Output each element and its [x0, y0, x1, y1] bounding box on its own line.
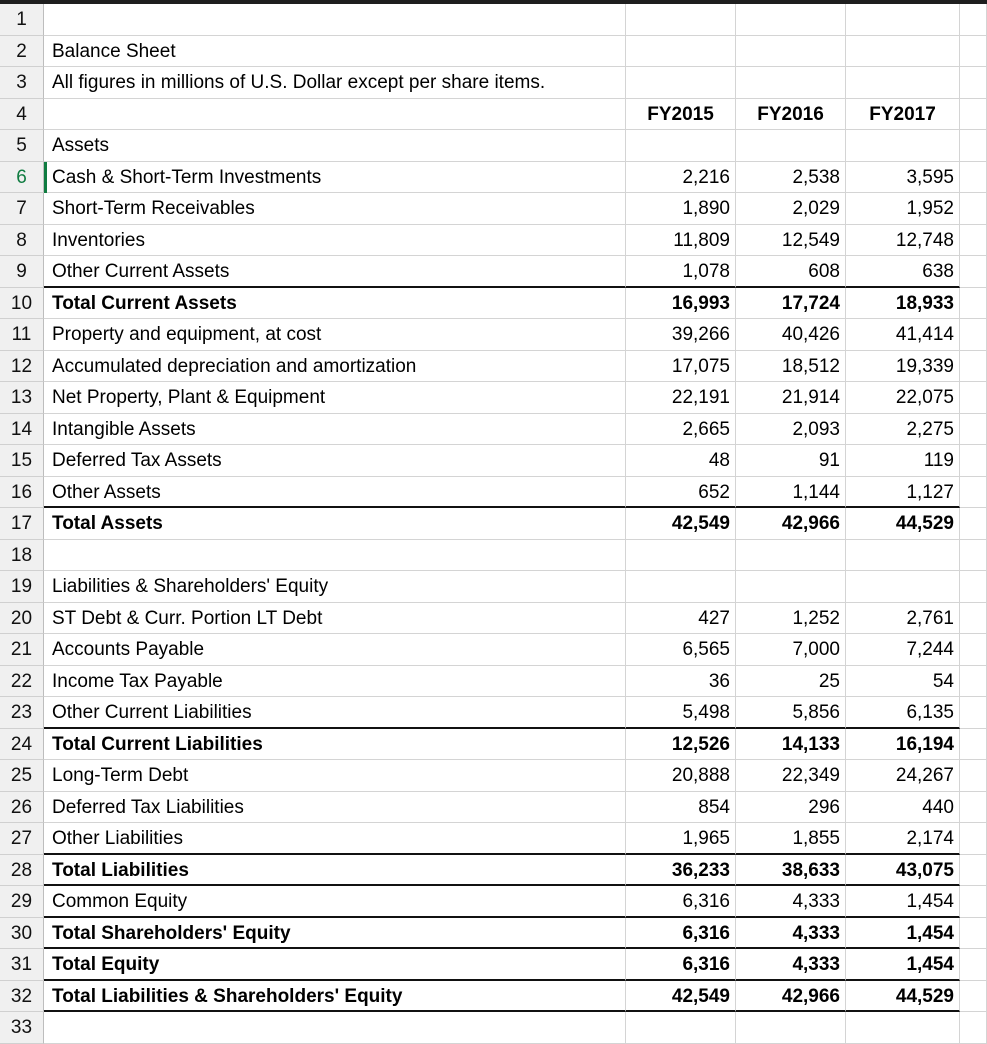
cell-empty[interactable]	[960, 886, 987, 918]
cell-label[interactable]: Long-Term Debt	[44, 760, 626, 792]
cell-value-fy2016[interactable]: 2,093	[736, 414, 846, 446]
table-row	[0, 886, 987, 918]
table-row	[0, 414, 987, 446]
cell-value-fy2017[interactable]: 2,761	[846, 603, 960, 635]
row-number[interactable]: 23	[0, 697, 44, 729]
table-row	[0, 319, 987, 351]
cell-empty[interactable]	[960, 225, 987, 257]
cell-value-fy2015[interactable]	[626, 571, 736, 603]
row-number[interactable]: 30	[0, 918, 44, 950]
cell-value-fy2017[interactable]: 44,529	[846, 981, 960, 1013]
cell-value-fy2017[interactable]	[846, 571, 960, 603]
cell-label[interactable]: ST Debt & Curr. Portion LT Debt	[44, 603, 626, 635]
cell-label[interactable]: Total Shareholders' Equity	[44, 918, 626, 950]
cell-value-fy2016[interactable]: 38,633	[736, 855, 846, 887]
cell-value-fy2016[interactable]: 4,333	[736, 918, 846, 950]
cell-value-fy2016[interactable]: 40,426	[736, 319, 846, 351]
cell-value-fy2017[interactable]: 12,748	[846, 225, 960, 257]
cell-label[interactable]: Intangible Assets	[44, 414, 626, 446]
cell-value-fy2017[interactable]: 44,529	[846, 508, 960, 540]
cell-empty[interactable]	[960, 162, 987, 194]
cell-value-fy2016[interactable]	[736, 4, 846, 36]
cell-label[interactable]: Other Current Liabilities	[44, 697, 626, 729]
cell-value-fy2017[interactable]: 1,952	[846, 193, 960, 225]
cell-empty[interactable]	[960, 855, 987, 887]
row-number[interactable]: 7	[0, 193, 44, 225]
cell-empty[interactable]	[960, 571, 987, 603]
cell-label[interactable]: Total Assets	[44, 508, 626, 540]
cell-value-fy2015[interactable]: 427	[626, 603, 736, 635]
cell-value-fy2015[interactable]: 2,216	[626, 162, 736, 194]
cell-value-fy2016[interactable]: 18,512	[736, 351, 846, 383]
cell-empty[interactable]	[960, 477, 987, 509]
cell-label[interactable]: Deferred Tax Assets	[44, 445, 626, 477]
cell-value-fy2015[interactable]: 6,316	[626, 918, 736, 950]
cell-empty[interactable]	[960, 36, 987, 68]
cell-value-fy2015[interactable]: 16,993	[626, 288, 736, 320]
table-row	[0, 823, 987, 855]
cell-value-fy2016[interactable]: 42,966	[736, 981, 846, 1013]
row-number[interactable]: 31	[0, 949, 44, 981]
cell-value-fy2016[interactable]: 4,333	[736, 949, 846, 981]
cell-value-fy2017[interactable]	[846, 4, 960, 36]
row-number[interactable]: 12	[0, 351, 44, 383]
cell-value-fy2015[interactable]: 1,965	[626, 823, 736, 855]
table-row	[0, 36, 987, 68]
row-number[interactable]: 11	[0, 319, 44, 351]
cell-label[interactable]: Liabilities & Shareholders' Equity	[44, 571, 626, 603]
cell-value-fy2016[interactable]	[736, 36, 846, 68]
cell-label[interactable]: Total Current Assets	[44, 288, 626, 320]
cell-empty[interactable]	[960, 1012, 987, 1044]
cell-value-fy2016[interactable]: 22,349	[736, 760, 846, 792]
row-number[interactable]: 32	[0, 981, 44, 1013]
cell-value-fy2015[interactable]: 1,890	[626, 193, 736, 225]
cell-empty[interactable]	[960, 256, 987, 288]
cell-label[interactable]: Other Liabilities	[44, 823, 626, 855]
cell-label[interactable]: Total Liabilities & Shareholders' Equity	[44, 981, 626, 1013]
cell-label[interactable]: Short-Term Receivables	[44, 193, 626, 225]
cell-value-fy2016[interactable]: 14,133	[736, 729, 846, 761]
cell-value-fy2016[interactable]	[736, 571, 846, 603]
cell-value-fy2015[interactable]: 2,665	[626, 414, 736, 446]
cell-value-fy2016[interactable]	[736, 1012, 846, 1044]
cell-value-fy2017[interactable]	[846, 1012, 960, 1044]
row-number[interactable]: 26	[0, 792, 44, 824]
row-number[interactable]: 1	[0, 4, 44, 36]
cell-value-fy2016[interactable]: 91	[736, 445, 846, 477]
cell-label[interactable]: Total Equity	[44, 949, 626, 981]
row-number[interactable]: 17	[0, 508, 44, 540]
cell-value-fy2015[interactable]: 22,191	[626, 382, 736, 414]
table-row	[0, 949, 987, 981]
cell-value-fy2017[interactable]	[846, 540, 960, 572]
cell-value-fy2015[interactable]: 5,498	[626, 697, 736, 729]
cell-empty[interactable]	[960, 99, 987, 131]
cell-value-fy2017[interactable]: 24,267	[846, 760, 960, 792]
cell-value-fy2017[interactable]	[846, 130, 960, 162]
cell-empty[interactable]	[960, 414, 987, 446]
cell-label[interactable]: Net Property, Plant & Equipment	[44, 382, 626, 414]
cell-value-fy2015[interactable]	[626, 540, 736, 572]
table-row	[0, 540, 987, 572]
cell-value-fy2016[interactable]: 1,144	[736, 477, 846, 509]
cell-empty[interactable]	[960, 634, 987, 666]
cell-value-fy2016[interactable]: 2,029	[736, 193, 846, 225]
cell-value-fy2015[interactable]: 42,549	[626, 981, 736, 1013]
table-row	[0, 256, 987, 288]
cell-label[interactable]: Income Tax Payable	[44, 666, 626, 698]
cell-value-fy2015[interactable]: 48	[626, 445, 736, 477]
row-number[interactable]: 9	[0, 256, 44, 288]
cell-label[interactable]: Property and equipment, at cost	[44, 319, 626, 351]
cell-value-fy2017[interactable]: 119	[846, 445, 960, 477]
cell-value-fy2017[interactable]: 19,339	[846, 351, 960, 383]
cell-label[interactable]	[44, 540, 626, 572]
cell-value-fy2015[interactable]: 6,316	[626, 949, 736, 981]
cell-empty[interactable]	[960, 67, 987, 99]
row-number[interactable]: 21	[0, 634, 44, 666]
cell-label[interactable]: Total Liabilities	[44, 855, 626, 887]
cell-value-fy2017[interactable]: 1,454	[846, 918, 960, 950]
cell-value-fy2017[interactable]: 2,174	[846, 823, 960, 855]
cell-value-fy2016[interactable]: 1,855	[736, 823, 846, 855]
cell-empty[interactable]	[960, 445, 987, 477]
cell-value-fy2016[interactable]: 1,252	[736, 603, 846, 635]
cell-value-fy2017[interactable]	[846, 67, 960, 99]
cell-value-fy2015[interactable]: 42,549	[626, 508, 736, 540]
cell-value-fy2015[interactable]: 17,075	[626, 351, 736, 383]
row-number[interactable]: 24	[0, 729, 44, 761]
cell-value-fy2015[interactable]	[626, 36, 736, 68]
cell-empty[interactable]	[960, 540, 987, 572]
table-row	[0, 792, 987, 824]
cell-empty[interactable]	[960, 193, 987, 225]
table-row	[0, 729, 987, 761]
table-row	[0, 918, 987, 950]
row-number[interactable]: 33	[0, 1012, 44, 1044]
cell-value-fy2017[interactable]: 41,414	[846, 319, 960, 351]
table-row	[0, 130, 987, 162]
cell-value-fy2016[interactable]: 21,914	[736, 382, 846, 414]
cell-value-fy2015[interactable]: 20,888	[626, 760, 736, 792]
cell-label[interactable]	[44, 4, 626, 36]
table-row	[0, 4, 987, 36]
cell-empty[interactable]	[960, 666, 987, 698]
row-number[interactable]: 5	[0, 130, 44, 162]
cell-label[interactable]	[44, 1012, 626, 1044]
cell-value-fy2017[interactable]: 2,275	[846, 414, 960, 446]
cell-value-fy2016[interactable]: 12,549	[736, 225, 846, 257]
row-number[interactable]: 16	[0, 477, 44, 509]
cell-empty[interactable]	[960, 792, 987, 824]
table-row	[0, 193, 987, 225]
row-number[interactable]: 27	[0, 823, 44, 855]
cell-value-fy2016[interactable]: 5,856	[736, 697, 846, 729]
row-number[interactable]: 19	[0, 571, 44, 603]
table-row	[0, 162, 987, 194]
cell-value-fy2016[interactable]: 296	[736, 792, 846, 824]
table-row	[0, 666, 987, 698]
cell-value-fy2015[interactable]	[626, 67, 736, 99]
table-row	[0, 351, 987, 383]
row-number[interactable]: 25	[0, 760, 44, 792]
cell-empty[interactable]	[960, 697, 987, 729]
cell-empty[interactable]	[960, 603, 987, 635]
cell-value-fy2016[interactable]	[736, 540, 846, 572]
table-row	[0, 508, 987, 540]
cell-value-fy2015[interactable]: 36,233	[626, 855, 736, 887]
cell-value-fy2016[interactable]: 608	[736, 256, 846, 288]
table-row	[0, 855, 987, 887]
cell-value-fy2016[interactable]	[736, 130, 846, 162]
row-number[interactable]: 20	[0, 603, 44, 635]
table-row	[0, 603, 987, 635]
table-row	[0, 1012, 987, 1044]
cell-value-fy2017[interactable]: 1,454	[846, 886, 960, 918]
table-row	[0, 67, 987, 99]
cell-empty[interactable]	[960, 918, 987, 950]
cell-value-fy2016[interactable]: 2,538	[736, 162, 846, 194]
cell-value-fy2015[interactable]: 854	[626, 792, 736, 824]
cell-empty[interactable]	[960, 4, 987, 36]
cell-empty[interactable]	[960, 351, 987, 383]
row-number[interactable]: 22	[0, 666, 44, 698]
cell-value-fy2016[interactable]: 42,966	[736, 508, 846, 540]
cell-label[interactable]: Total Current Liabilities	[44, 729, 626, 761]
cell-value-fy2015[interactable]	[626, 1012, 736, 1044]
cell-value-fy2017[interactable]: 1,127	[846, 477, 960, 509]
cell-label[interactable]: Deferred Tax Liabilities	[44, 792, 626, 824]
cell-empty[interactable]	[960, 288, 987, 320]
cell-value-fy2017[interactable]: 3,595	[846, 162, 960, 194]
cell-value-fy2015[interactable]: 1,078	[626, 256, 736, 288]
row-number[interactable]: 6	[0, 162, 44, 194]
cell-empty[interactable]	[960, 760, 987, 792]
cell-value-fy2017[interactable]: 22,075	[846, 382, 960, 414]
cell-label[interactable]: Balance Sheet	[44, 36, 626, 68]
cell-value-fy2017[interactable]: 6,135	[846, 697, 960, 729]
cell-value-fy2015[interactable]: 6,565	[626, 634, 736, 666]
cell-value-fy2015[interactable]: 6,316	[626, 886, 736, 918]
cell-label[interactable]: Common Equity	[44, 886, 626, 918]
cell-label[interactable]: Other Current Assets	[44, 256, 626, 288]
table-row	[0, 99, 987, 131]
table-row	[0, 477, 987, 509]
table-row	[0, 634, 987, 666]
table-row	[0, 981, 987, 1013]
row-number[interactable]: 4	[0, 99, 44, 131]
cell-empty[interactable]	[960, 130, 987, 162]
cell-value-fy2016[interactable]: 7,000	[736, 634, 846, 666]
cell-value-fy2016[interactable]	[736, 67, 846, 99]
row-number[interactable]: 29	[0, 886, 44, 918]
row-number[interactable]: 10	[0, 288, 44, 320]
selected-cell-indicator	[44, 162, 47, 194]
cell-empty[interactable]	[960, 319, 987, 351]
cell-value-fy2017[interactable]: 1,454	[846, 949, 960, 981]
table-row	[0, 225, 987, 257]
table-row	[0, 382, 987, 414]
cell-value-fy2015[interactable]: 12,526	[626, 729, 736, 761]
table-row	[0, 288, 987, 320]
table-row	[0, 697, 987, 729]
cell-label[interactable]: Other Assets	[44, 477, 626, 509]
row-number[interactable]: 3	[0, 67, 44, 99]
cell-value-fy2017[interactable]: 7,244	[846, 634, 960, 666]
table-row	[0, 760, 987, 792]
row-number[interactable]: 8	[0, 225, 44, 257]
cell-label[interactable]: All figures in millions of U.S. Dollar except per share items.	[44, 67, 626, 99]
cell-value-fy2015[interactable]	[626, 4, 736, 36]
column-header-fy2017[interactable]: FY2017	[846, 99, 960, 131]
cell-value-fy2017[interactable]	[846, 36, 960, 68]
cell-empty[interactable]	[960, 981, 987, 1013]
cell-value-fy2015[interactable]	[626, 130, 736, 162]
cell-empty[interactable]	[960, 949, 987, 981]
cell-value-fy2016[interactable]: 17,724	[736, 288, 846, 320]
cell-value-fy2017[interactable]: 16,194	[846, 729, 960, 761]
row-number[interactable]: 2	[0, 36, 44, 68]
cell-label[interactable]	[44, 99, 626, 131]
cell-label[interactable]: Accounts Payable	[44, 634, 626, 666]
row-number[interactable]: 13	[0, 382, 44, 414]
row-number[interactable]: 14	[0, 414, 44, 446]
cell-value-fy2015[interactable]: 39,266	[626, 319, 736, 351]
cell-value-fy2015[interactable]: 36	[626, 666, 736, 698]
cell-value-fy2017[interactable]: 54	[846, 666, 960, 698]
cell-label[interactable]: Accumulated depreciation and amortization	[44, 351, 626, 383]
cell-label[interactable]: Inventories	[44, 225, 626, 257]
cell-value-fy2015[interactable]: 652	[626, 477, 736, 509]
cell-value-fy2017[interactable]: 18,933	[846, 288, 960, 320]
cell-empty[interactable]	[960, 382, 987, 414]
cell-value-fy2016[interactable]: 4,333	[736, 886, 846, 918]
cell-label[interactable]: Cash & Short-Term Investments	[44, 162, 626, 194]
table-row	[0, 571, 987, 603]
cell-empty[interactable]	[960, 729, 987, 761]
cell-empty[interactable]	[960, 823, 987, 855]
row-number[interactable]: 15	[0, 445, 44, 477]
cell-empty[interactable]	[960, 508, 987, 540]
table-row	[0, 445, 987, 477]
cell-value-fy2017[interactable]: 43,075	[846, 855, 960, 887]
row-number[interactable]: 28	[0, 855, 44, 887]
cell-value-fy2015[interactable]: 11,809	[626, 225, 736, 257]
cell-label[interactable]: Assets	[44, 130, 626, 162]
cell-value-fy2017[interactable]: 440	[846, 792, 960, 824]
column-header-fy2015[interactable]: FY2015	[626, 99, 736, 131]
column-header-fy2016[interactable]: FY2016	[736, 99, 846, 131]
row-number[interactable]: 18	[0, 540, 44, 572]
cell-value-fy2017[interactable]: 638	[846, 256, 960, 288]
cell-value-fy2016[interactable]: 25	[736, 666, 846, 698]
